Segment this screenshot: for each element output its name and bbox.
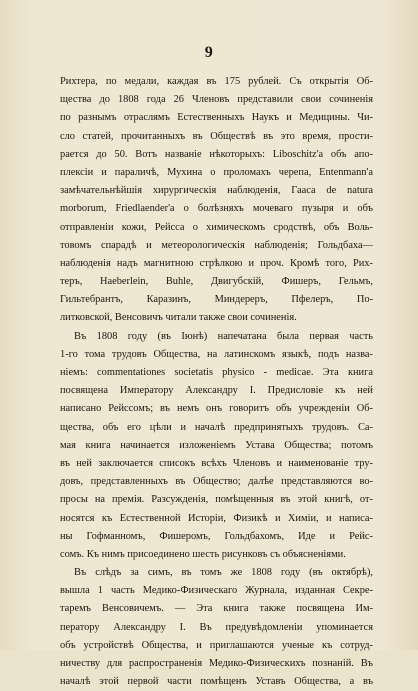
- text-line: morborum, Friedlaender'а о болѣзняхъ мочеваго пузыря и объ: [60, 203, 373, 215]
- text-line: рается до 50. Вотъ названіе нѣкоторыхъ: Liboschitz'а объ апо-: [60, 148, 373, 160]
- text-line: началѣ этой первой части помѣщенъ Уставъ Общества, а въ: [60, 676, 373, 688]
- text-line: таремъ Венсовичемъ. — Эта книга также посвящена Им-: [60, 603, 373, 615]
- text-line: Въ слѣдъ за симъ, въ томъ же 1808 году (въ октябрѣ),: [74, 567, 373, 579]
- text-line: довъ, представленныхъ въ Общество; далѣе представляются во-: [60, 476, 373, 488]
- text-line: литковской, Венсовичъ читали также свои сочиненія.: [60, 312, 297, 324]
- text-line: написано Рейссомъ; въ немъ онъ говоритъ объ учрежденіи Об-: [60, 403, 373, 415]
- text-line: ніемъ: commentationes societatis physico - medicae. Эта книга: [60, 367, 373, 378]
- text-line: щества до 1808 года 26 Членовъ представили свои сочиненія: [60, 94, 373, 106]
- text-line: 1-го тома трудовъ Общества, на латинскомъ языкѣ, подъ назва-: [60, 348, 373, 360]
- text-line: мая книга начинается изложеніемъ Устава Общества; потомъ: [60, 439, 373, 451]
- text-line: Гильтебрантъ, Каразинъ, Миндереръ, Пфелеръ, По-: [60, 294, 373, 306]
- text-line: отправленіи кожи, Рейсса о химическомъ сродствѣ, объ Воль-: [60, 221, 373, 233]
- text-line: ны Гофманномъ, Фишеромъ, Гольдбахомъ, Иде и Рейс-: [60, 530, 373, 542]
- text-line: наблюденія надъ магнитною стрѣлкою и проч. Кромѣ того, Рих-: [60, 257, 373, 269]
- page-number: 9: [204, 44, 214, 61]
- text-line: ператору Александру I. Въ предувѣдомленіи упоминается: [60, 621, 373, 633]
- text-line: носятся къ Естественной Исторіи, Физикѣ и Химіи, и написа-: [60, 512, 373, 524]
- text-line: щества, объ его цѣли и началѣ предпринятыхъ трудовъ. Са-: [60, 421, 373, 433]
- text-line: Въ 1808 году (въ Іюнѣ) напечатана была первая часть: [74, 330, 373, 342]
- text-line: теръ, Haeberlein, Buhle, Двигубскій, Фишеръ, Гельмъ,: [60, 276, 373, 288]
- text-line: товомъ спарадѣ и метеорологическія наблюденія; Гольдбаха—: [60, 239, 373, 251]
- text-line: вышла 1 часть Медико-Физическаго Журнала, изданная Секре-: [60, 585, 373, 597]
- text-line: въ ней заключается списокъ всѣхъ Членовъ и наименованіе тру-: [60, 457, 373, 469]
- text-line: сомъ. Къ нимъ присоединено шесть рисунковъ съ объясненіями.: [60, 548, 346, 560]
- text-line: ничеству для распространенія Медико-Физическихъ познаній. Въ: [60, 658, 373, 669]
- text-line: сло статей, прочитанныхъ въ Обществѣ въ это время, прости-: [60, 130, 373, 142]
- text-line: по разнымъ отраслямъ Естественныхъ Наукъ и Медицины. Чи-: [60, 112, 373, 124]
- text-line: Рихтера, по медали, каждая въ 175 рублей. Съ открытія Об-: [60, 76, 373, 87]
- body-text: [60, 73, 373, 691]
- text-line: просы на премія. Разсужденія, помѣщенныя въ этой книгѣ, от-: [60, 494, 373, 506]
- text-line: замѣчательнѣйшія хирургическія наблюденія, Гааса de natura: [60, 185, 373, 197]
- text-line: посвящена Императору Александру I. Предисловіе къ ней: [60, 385, 373, 397]
- text-line: плексіи и параличѣ, Мухина о проломахъ черепа, Entenmann'а: [60, 166, 373, 178]
- text-line: объ устройствѣ Общества, и приглашаются ученые къ сотруд-: [60, 639, 373, 651]
